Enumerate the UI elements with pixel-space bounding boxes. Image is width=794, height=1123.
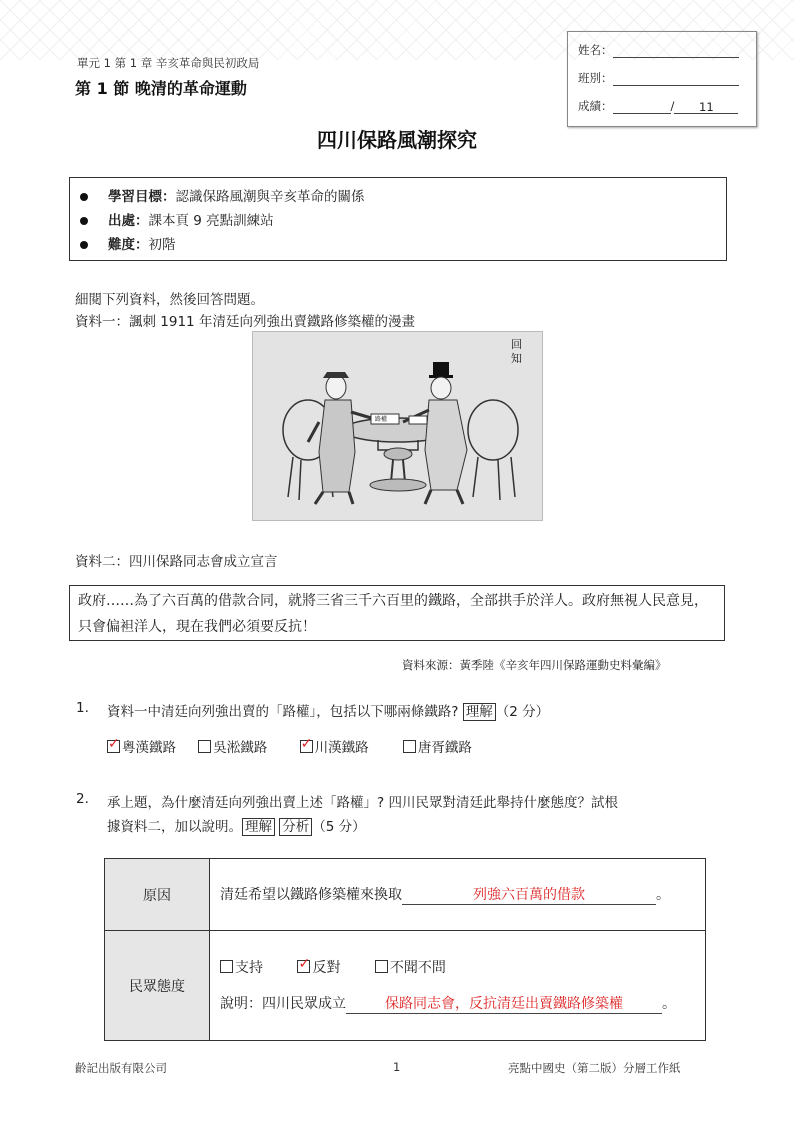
attitude-option-label: 不聞不問 <box>389 959 446 976</box>
cartoon-sign: 路權 <box>375 416 388 423</box>
q2-line1: 承上題，為什麼清廷向列強出賣上述「路權」? 四川民眾對清廷此舉持什麼態度？試根 <box>107 795 618 811</box>
class-label: 班別： <box>578 71 613 85</box>
answer-table <box>104 858 706 1041</box>
footer-publisher: 齡記出版有限公司 <box>75 1061 167 1075</box>
explanation-suffix: 。 <box>662 995 676 1012</box>
checkbox-unchecked[interactable] <box>198 740 211 753</box>
objective-row <box>80 185 365 205</box>
cartoon-corner-text: 回 知 <box>511 338 522 365</box>
q2-skill-tag: 理解 <box>242 818 275 836</box>
q1-marks: （2 分） <box>495 704 550 720</box>
checkmark-icon: ✓ <box>298 955 311 972</box>
instructions: 細閱下列資料，然後回答問題。 <box>75 292 264 308</box>
q1-option[interactable] <box>403 740 472 756</box>
student-info-box <box>567 31 757 127</box>
score-total: 11 <box>674 101 738 114</box>
bullet-icon <box>80 217 88 225</box>
class-row <box>578 70 739 88</box>
worksheet-title: 四川保路風潮探究 <box>317 128 477 152</box>
q2-line2: 據資料二，加以說明。 <box>107 819 242 835</box>
checkmark-icon: ✓ <box>108 736 120 752</box>
q2-skill-tag: 分析 <box>279 818 312 836</box>
source2-quote: 政府……為了六百萬的借款合同，就將三省三千六百里的鐵路，全部拱手於洋人。政府無視人民意見，只會偏袒洋人，現在我們必須要反抗！ <box>69 585 725 641</box>
q1-text: 資料一中清廷向列強出賣的「路權」，包括以下哪兩條鐵路? <box>107 704 459 720</box>
name-field[interactable] <box>613 45 739 58</box>
source-label: 出處： <box>108 213 149 229</box>
q1-option-label: 吳淞鐵路 <box>213 740 268 756</box>
reason-header: 原因 <box>105 859 210 931</box>
attitude-option-label: 支持 <box>235 959 263 976</box>
checkbox-unchecked[interactable] <box>220 960 233 973</box>
q2-marks: （5 分） <box>312 819 366 835</box>
reason-suffix: 。 <box>656 887 670 903</box>
explanation-prefix: 說明：四川民眾成立 <box>220 995 346 1012</box>
q1-option[interactable] <box>107 736 176 756</box>
source2-caption: 資料二：四川保路同志會成立宣言 <box>75 554 278 570</box>
objective-label: 學習目標： <box>108 189 176 205</box>
reason-row <box>105 859 706 931</box>
source-text: 課本頁 9 亮點訓練站 <box>148 213 274 229</box>
difficulty-text: 初階 <box>148 237 176 253</box>
attitude-option-label: 反對 <box>312 959 341 976</box>
attitude-header: 民眾態度 <box>105 931 210 1041</box>
q1-text-row <box>107 700 549 720</box>
reason-prefix: 清廷希望以鐵路修築權來換取 <box>220 887 402 903</box>
name-row <box>578 42 739 60</box>
cartoon-image <box>252 331 543 521</box>
reason-cell <box>210 859 706 931</box>
difficulty-label: 難度： <box>108 237 149 253</box>
attitude-row <box>105 931 706 1041</box>
checkbox-unchecked[interactable] <box>375 960 388 973</box>
objectives-box <box>69 177 727 261</box>
attitude-option[interactable] <box>375 960 446 976</box>
unit-label: 單元 1 第 1 章 辛亥革命與民初政局 <box>77 56 260 70</box>
attitude-options <box>220 950 704 986</box>
footer-book-title: 亮點中國史（第二版）分層工作紙 <box>508 1061 681 1075</box>
q1-option-label: 粵漢鐵路 <box>122 740 176 756</box>
source-row <box>80 209 274 229</box>
attitude-option[interactable] <box>220 960 263 976</box>
footer-page-number: 1 <box>393 1060 401 1074</box>
q1-options <box>107 736 472 756</box>
bullet-icon <box>80 193 88 201</box>
section-title: 第 1 節 晚清的革命運動 <box>75 79 247 98</box>
checkbox-checked[interactable] <box>297 955 311 973</box>
score-separator: / <box>670 99 675 113</box>
score-label: 成績： <box>578 99 613 113</box>
checkmark-icon: ✓ <box>300 736 313 752</box>
q2-number: 2. <box>76 791 89 807</box>
attitude-option[interactable] <box>297 955 341 976</box>
q1-skill-tag: 理解 <box>463 703 496 721</box>
explanation-answer-field[interactable]: 保路同志會，反抗清廷出賣鐵路修築權 <box>346 995 662 1014</box>
name-label: 姓名： <box>578 43 613 57</box>
attitude-cell <box>210 931 706 1041</box>
q2-line2-row <box>107 815 366 835</box>
q1-number: 1. <box>76 700 89 716</box>
bullet-icon <box>80 241 88 249</box>
reason-answer-field[interactable]: 列強六百萬的借款 <box>402 884 656 905</box>
checkbox-checked[interactable] <box>300 736 313 753</box>
q1-option-label: 唐胥鐵路 <box>417 740 472 756</box>
source-credit: 資料來源：黃季陸《辛亥年四川保路運動史料彙編》 <box>402 658 667 672</box>
cartoon-drawing <box>253 332 542 520</box>
attitude-explanation <box>220 986 704 1022</box>
checkbox-unchecked[interactable] <box>403 740 416 753</box>
q1-option-label: 川漢鐵路 <box>314 740 369 756</box>
checkbox-checked[interactable] <box>107 736 120 753</box>
difficulty-row <box>80 233 176 253</box>
score-field[interactable] <box>613 101 671 114</box>
source1-caption: 資料一：諷刺 1911 年清廷向列強出賣鐵路修築權的漫畫 <box>75 314 415 330</box>
objective-text: 認識保路風潮與辛亥革命的關係 <box>175 189 365 205</box>
q1-option[interactable] <box>300 736 369 756</box>
q1-option[interactable] <box>198 740 267 756</box>
score-row <box>578 98 738 116</box>
class-field[interactable] <box>613 73 739 86</box>
